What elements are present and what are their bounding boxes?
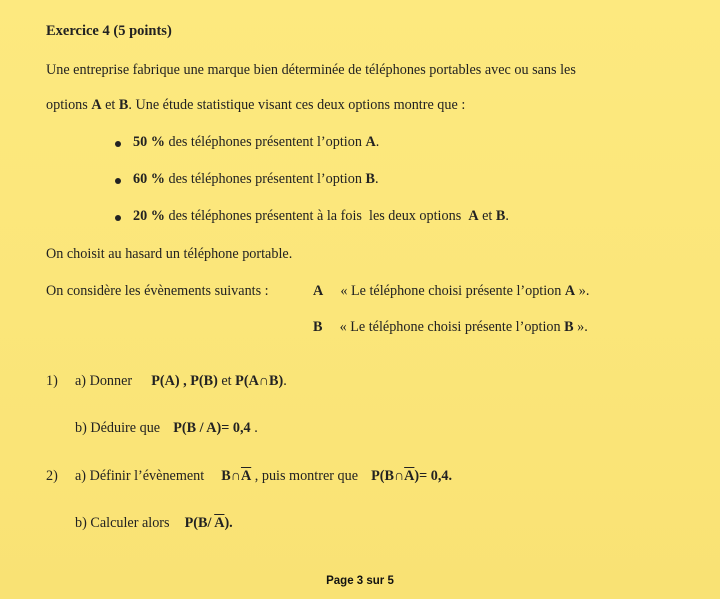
bullet-2-option: B xyxy=(365,171,375,187)
event-b-text: « Le téléphone choisi présente l’option xyxy=(339,319,565,335)
page-number: Page 3 sur 5 xyxy=(326,575,394,587)
formula-p-b-inter: P(B∩ xyxy=(371,468,405,484)
formula-pa: P(A) xyxy=(151,373,180,389)
bullet-item-3 xyxy=(133,207,509,225)
formula-pb: P(B) xyxy=(190,373,218,389)
intro-line-1: Une entreprise fabrique une marque bien déterminée de téléphones portables avec ou sans les xyxy=(46,62,576,78)
question-2b xyxy=(75,514,233,532)
bullet-2-end: . xyxy=(374,171,379,187)
bullet-3-text: des téléphones présentent à la fois les deux options xyxy=(164,208,469,224)
bullet-2-text: des téléphones présentent l’option xyxy=(164,171,366,187)
question-2a-mid: , puis montrer que xyxy=(251,468,358,484)
bullet-item-2 xyxy=(133,170,378,188)
bullet-3-option-b: B xyxy=(495,208,506,224)
event-not-a: $\overline{A}$ xyxy=(240,468,252,484)
question-1a-end: . xyxy=(283,373,287,389)
event-b-definition xyxy=(313,318,588,336)
event-b-inter: B∩ xyxy=(221,468,241,484)
bullet-1-percent: 50 % xyxy=(133,134,165,150)
formula-result: )= 0,4. xyxy=(414,468,453,484)
bullet-dot-icon xyxy=(115,215,121,221)
formula-given-not-a: $\overline{A}$ xyxy=(214,515,225,531)
option-b-label: B xyxy=(118,97,129,113)
events-intro: On considère les évènements suivants : xyxy=(46,283,269,299)
formula-pb-given-not-a xyxy=(185,515,233,531)
question-1-number: 1) xyxy=(46,373,58,389)
formula-comma: , xyxy=(179,373,191,389)
bullet-item-1 xyxy=(133,133,379,151)
bullet-dot-icon xyxy=(115,178,121,184)
question-1b xyxy=(75,419,258,437)
bullet-3-mid: et xyxy=(478,208,496,224)
question-1b-label: b) Déduire que xyxy=(75,420,161,436)
formula-p-b-inter-not-a xyxy=(371,468,452,484)
question-1a-label: a) Donner xyxy=(75,373,133,389)
formula-et: et xyxy=(217,373,236,389)
event-b-inter-not-a xyxy=(221,468,251,484)
event-a-definition xyxy=(313,282,589,300)
event-a-text: « Le téléphone choisi présente l’option xyxy=(340,283,565,299)
formula-pb-end: ). xyxy=(224,515,233,531)
question-1b-end: . xyxy=(250,420,258,436)
bullet-3-end: . xyxy=(505,208,509,224)
formula-pab: P(A∩B) xyxy=(235,373,284,389)
event-b-name: B xyxy=(313,319,323,335)
formula-not-a: $\overline{A}$ xyxy=(404,468,415,484)
option-a-label: A xyxy=(91,97,102,113)
event-a-end: ». xyxy=(575,283,590,299)
event-b-end: ». xyxy=(573,319,588,335)
question-2a xyxy=(75,467,452,485)
choice-line: On choisit au hasard un téléphone portable. xyxy=(46,246,293,262)
bullet-1-end: . xyxy=(375,134,380,150)
bullet-1-option: A xyxy=(365,134,376,150)
bullet-dot-icon xyxy=(115,141,121,147)
bullet-3-percent: 20 % xyxy=(133,208,165,224)
question-2-number: 2) xyxy=(46,468,58,484)
exercise-title: Exercice 4 (5 points) xyxy=(46,23,172,39)
intro-line-2-start: options xyxy=(46,97,92,113)
event-a-name: A xyxy=(313,283,324,299)
question-1a xyxy=(75,372,287,390)
bullet-3-option-a: A xyxy=(468,208,479,224)
intro-line-2-et: et xyxy=(101,97,119,113)
event-a-option: A xyxy=(564,283,576,299)
formula-pb-given-a: P(B / A)= 0,4 xyxy=(173,420,251,436)
intro-line-2-rest: . Une étude statistique visant ces deux options montre que : xyxy=(128,97,466,113)
intro-line-2 xyxy=(46,96,465,114)
bullet-2-percent: 60 % xyxy=(133,171,165,187)
event-b-option: B xyxy=(564,319,574,335)
formula-pb-given: P(B/ xyxy=(184,515,215,531)
bullet-1-text: des téléphones présentent l’option xyxy=(164,134,366,150)
question-2b-label: b) Calculer alors xyxy=(75,515,170,531)
question-2a-label: a) Définir l’évènement xyxy=(75,468,205,484)
